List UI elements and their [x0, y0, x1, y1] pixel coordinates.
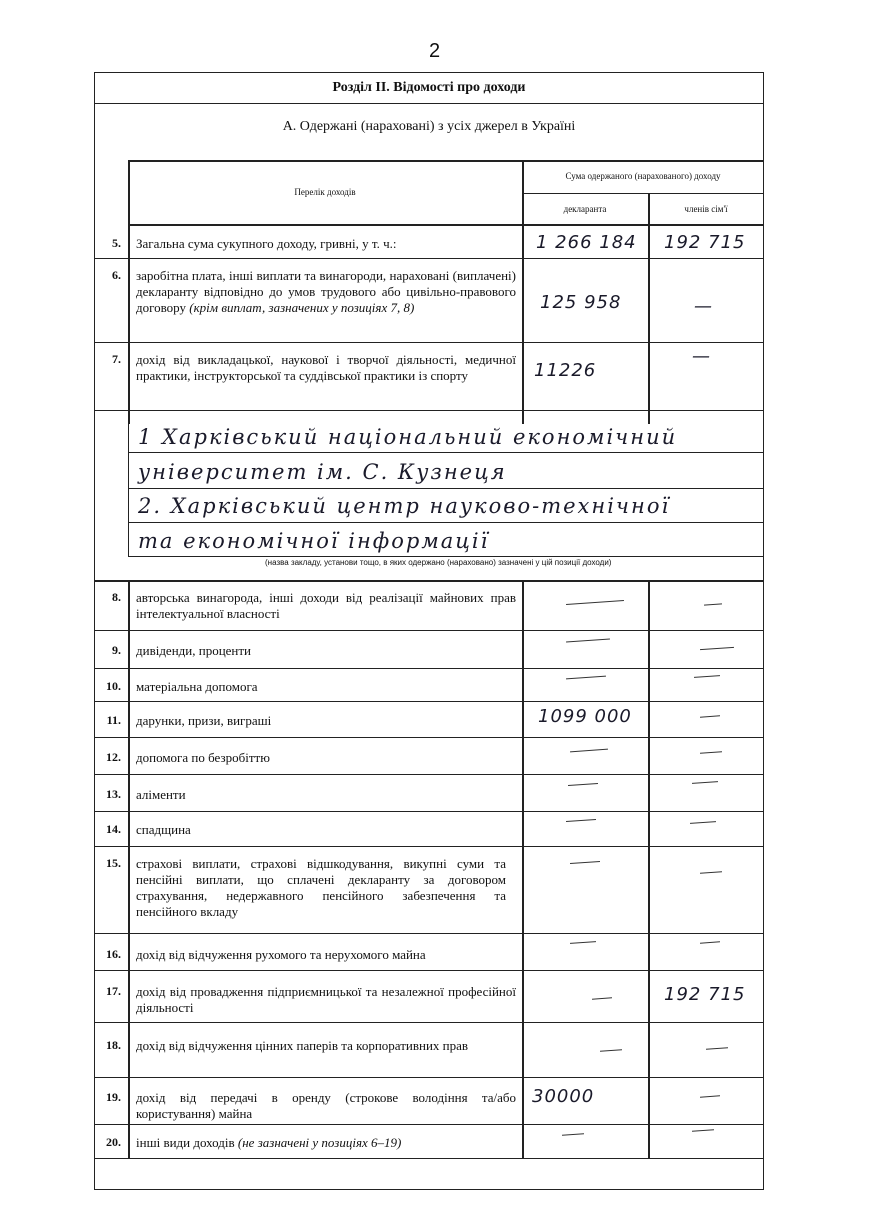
row-number: 12. — [106, 750, 121, 764]
row-label: спадщина — [136, 822, 191, 837]
row-number: 20. — [106, 1135, 121, 1149]
row-number: 18. — [106, 1038, 121, 1052]
header-declarant: декларанта — [563, 204, 607, 214]
row-label — [136, 1135, 516, 1151]
row-label — [136, 268, 516, 316]
row-label: дохід від викладацької, наукової і творчої діяльності, медичної практики, інструкторської та суддівської практики із спорту — [136, 352, 516, 383]
institution-line: 2. Харківський центр науково-технічної — [138, 494, 671, 518]
row-number: 6. — [112, 268, 121, 282]
row-number: 16. — [106, 947, 121, 961]
declarant-value: 125 958 — [540, 292, 622, 313]
row-number: 5. — [112, 236, 121, 250]
family-value: — — [694, 296, 713, 317]
row-label-note: (не зазначені у позиціях 6–19) — [237, 1135, 402, 1150]
section-title: Розділ ІІ. Відомості про доходи — [95, 73, 763, 104]
row-label: страхові виплати, страхові відшкодування, викупні суми та пенсійні виплати, що сплачені декларанту за договором страхування, недержавного пенсійного забезпечення та пенсійного вкладу — [136, 856, 506, 919]
family-value: 192 715 — [664, 984, 746, 1005]
row-number: 8. — [112, 590, 121, 604]
row-label: аліменти — [136, 787, 186, 802]
row-number: 10. — [106, 679, 121, 693]
declarant-value: 1 266 184 — [536, 232, 637, 253]
row-number: 13. — [106, 787, 121, 801]
subsection-title: А. Одержані (нараховані) з усіх джерел в Україні — [282, 119, 576, 134]
row-label-text: інші види доходів — [136, 1135, 235, 1150]
row-number: 17. — [106, 984, 121, 998]
institution-line: та економічної інформації — [138, 529, 490, 553]
declarant-value: 11226 — [534, 360, 597, 381]
row-label: дарунки, призи, виграші — [136, 713, 272, 728]
declarant-value: 1099 000 — [538, 706, 632, 727]
row-label-text: заробітна плата, інші виплати та винагороди, нараховані (виплачені) декларанту відповідно до умов трудового або цивільно-правового договору — [136, 268, 516, 315]
row-label: авторська винагорода, інші доходи від реалізації майнових прав інтелектуальної власності — [136, 590, 516, 621]
row-label: дохід від передачі в оренду (строкове володіння та/або користування) майна — [136, 1090, 516, 1121]
row-number: 19. — [106, 1090, 121, 1104]
row-number: 15. — [106, 856, 121, 870]
row-label: дохід від відчуження рухомого та нерухомого майна — [136, 947, 426, 962]
row-label: допомога по безробіттю — [136, 750, 270, 765]
row-label: дохід від провадження підприємницької та незалежної професійної діяльності — [136, 984, 516, 1015]
row-label: дохід від відчуження цінних паперів та корпоративних прав — [136, 1038, 469, 1053]
row-number: 11. — [106, 713, 121, 727]
row-number: 9. — [112, 643, 121, 657]
header-list: Перелік доходів — [294, 187, 356, 197]
row-number: 7. — [112, 352, 121, 366]
row-label: матеріальна допомога — [136, 679, 258, 694]
institution-line: 1 Харківський національний економічний — [138, 425, 678, 449]
row-label: Загальна сума сукупного доходу, гривні, у т. ч.: — [136, 236, 397, 251]
page-number: 2 — [428, 40, 441, 62]
institution-caption: (назва закладу, установи тощо, в яких одержано (нараховано) зазначені у цій позиції доходи) — [265, 558, 612, 567]
row-number: 14. — [106, 822, 121, 836]
declarant-value: 30000 — [532, 1086, 595, 1107]
row-label-note: (крім виплат, зазначених у позиціях 7, 8) — [189, 300, 415, 315]
family-value: — — [692, 346, 711, 367]
row-label: дивіденди, проценти — [136, 643, 252, 658]
header-sum: Сума одержаного (нарахованого) доходу — [565, 171, 721, 181]
institution-line: університет ім. С. Кузнеця — [138, 460, 507, 484]
family-value: 192 715 — [664, 232, 746, 253]
header-family: членів сім'ї — [684, 204, 728, 214]
